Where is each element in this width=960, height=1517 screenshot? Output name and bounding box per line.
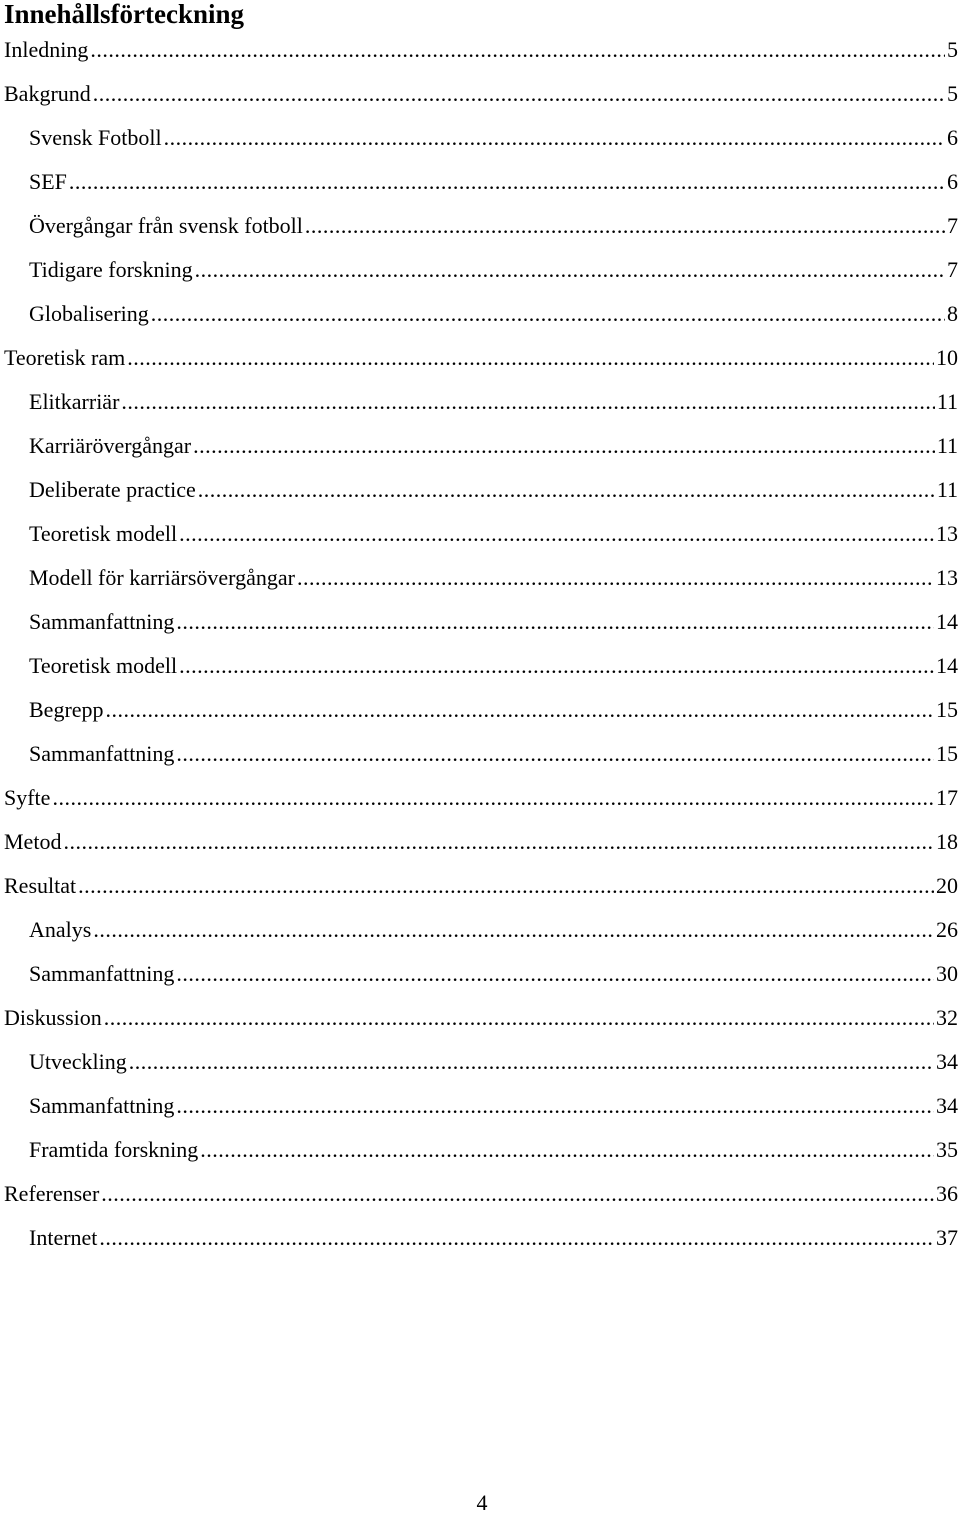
toc-entry-page: 11 <box>936 389 958 414</box>
toc-entry[interactable] <box>0 424 960 468</box>
toc-entry-page: 35 <box>936 1137 958 1162</box>
dot-leader <box>297 556 934 600</box>
toc-entry-label: Inledning <box>4 37 89 62</box>
toc-entry-label: Globalisering <box>29 301 149 326</box>
toc-entry[interactable] <box>0 864 960 908</box>
toc-entry-label: Svensk Fotboll <box>29 125 162 150</box>
toc-entry[interactable] <box>0 380 960 424</box>
toc-entry-page: 36 <box>936 1181 958 1206</box>
dot-leader <box>99 1216 934 1260</box>
dot-leader <box>93 72 945 116</box>
toc-list <box>0 28 960 1260</box>
toc-entry-label: Teoretisk ram <box>4 345 126 370</box>
toc-entry-page: 6 <box>947 169 958 194</box>
dot-leader <box>176 1084 934 1128</box>
dot-leader <box>63 820 934 864</box>
toc-entry-page: 5 <box>947 81 958 106</box>
toc-entry[interactable] <box>0 600 960 644</box>
toc-entry-label: Sammanfattning <box>29 961 175 986</box>
dot-leader <box>93 908 934 952</box>
toc-entry[interactable] <box>0 776 960 820</box>
dot-leader <box>69 160 945 204</box>
toc-entry-label: Metod <box>4 829 62 854</box>
toc-entry-label: SEF <box>29 169 67 194</box>
dot-leader <box>193 424 935 468</box>
toc-entry[interactable] <box>0 1128 960 1172</box>
toc-entry-page: 20 <box>936 873 958 898</box>
dot-leader <box>200 1128 934 1172</box>
toc-entry-label: Sammanfattning <box>29 741 175 766</box>
toc-entry-page: 11 <box>936 433 958 458</box>
dot-leader <box>195 248 945 292</box>
toc-entry-page: 15 <box>936 741 958 766</box>
toc-entry-label: Resultat <box>4 873 77 898</box>
toc-entry[interactable] <box>0 336 960 380</box>
toc-entry-page: 10 <box>936 345 958 370</box>
dot-leader <box>198 468 935 512</box>
toc-entry[interactable] <box>0 28 960 72</box>
dot-leader <box>176 600 934 644</box>
toc-entry-page: 30 <box>936 961 958 986</box>
page-number: 4 <box>476 1490 488 1515</box>
dot-leader <box>176 732 934 776</box>
toc-entry[interactable] <box>0 952 960 996</box>
toc-entry-page: 13 <box>936 521 958 546</box>
toc-entry-page: 37 <box>936 1225 958 1250</box>
toc-entry-label: Övergångar från svensk fotboll <box>29 213 303 238</box>
toc-entry[interactable] <box>0 292 960 336</box>
toc-entry[interactable] <box>0 1084 960 1128</box>
dot-leader <box>104 996 934 1040</box>
dot-leader <box>78 864 934 908</box>
toc-entry-label: Modell för karriärsövergångar <box>29 565 295 590</box>
toc-entry-label: Deliberate practice <box>29 477 196 502</box>
toc-entry-label: Teoretisk modell <box>29 653 178 678</box>
toc-title: Innehållsförteckning <box>4 0 245 29</box>
toc-entry-label: Diskussion <box>4 1005 102 1030</box>
toc-entry-label: Bakgrund <box>4 81 91 106</box>
toc-entry[interactable] <box>0 556 960 600</box>
toc-entry-page: 14 <box>936 653 958 678</box>
toc-entry[interactable] <box>0 468 960 512</box>
toc-entry-page: 5 <box>947 37 958 62</box>
dot-leader <box>151 292 945 336</box>
toc-entry-label: Sammanfattning <box>29 609 175 634</box>
dot-leader <box>129 1040 934 1084</box>
toc-entry-label: Referenser <box>4 1181 100 1206</box>
dot-leader <box>127 336 934 380</box>
toc-entry-page: 8 <box>947 301 958 326</box>
toc-entry-page: 34 <box>936 1049 958 1074</box>
toc-entry-page: 11 <box>936 477 958 502</box>
toc-entry-page: 7 <box>947 257 958 282</box>
toc-entry-label: Syfte <box>4 785 51 810</box>
dot-leader <box>90 28 945 72</box>
toc-entry-label: Begrepp <box>29 697 104 722</box>
toc-entry-label: Teoretisk modell <box>29 521 178 546</box>
dot-leader <box>305 204 945 248</box>
toc-entry-label: Analys <box>29 917 92 942</box>
toc-entry[interactable] <box>0 248 960 292</box>
toc-entry[interactable] <box>0 996 960 1040</box>
toc-entry-page: 14 <box>936 609 958 634</box>
dot-leader <box>176 952 934 996</box>
toc-entry[interactable] <box>0 688 960 732</box>
toc-entry-page: 7 <box>947 213 958 238</box>
toc-entry[interactable] <box>0 512 960 556</box>
toc-entry-label: Sammanfattning <box>29 1093 175 1118</box>
toc-entry-page: 26 <box>936 917 958 942</box>
toc-entry[interactable] <box>0 644 960 688</box>
dot-leader <box>106 688 934 732</box>
toc-entry[interactable] <box>0 160 960 204</box>
toc-entry-label: Elitkarriär <box>29 389 120 414</box>
toc-entry-page: 17 <box>936 785 958 810</box>
toc-entry[interactable] <box>0 820 960 864</box>
toc-entry-page: 15 <box>936 697 958 722</box>
dot-leader <box>101 1172 934 1216</box>
toc-entry[interactable] <box>0 204 960 248</box>
toc-entry-label: Utveckling <box>29 1049 127 1074</box>
toc-entry-page: 13 <box>936 565 958 590</box>
toc-entry-page: 18 <box>936 829 958 854</box>
toc-entry[interactable] <box>0 1040 960 1084</box>
toc-entry-label: Internet <box>29 1225 98 1250</box>
toc-entry-label: Framtida forskning <box>29 1137 199 1162</box>
toc-entry[interactable] <box>0 72 960 116</box>
toc-entry-label: Tidigare forskning <box>29 257 193 282</box>
dot-leader <box>121 380 934 424</box>
dot-leader <box>164 116 945 160</box>
toc-entry-page: 32 <box>936 1005 958 1030</box>
dot-leader <box>179 644 934 688</box>
dot-leader <box>179 512 934 556</box>
toc-entry[interactable] <box>0 732 960 776</box>
toc-entry-page: 34 <box>936 1093 958 1118</box>
toc-entry[interactable] <box>0 116 960 160</box>
toc-entry[interactable] <box>0 1172 960 1216</box>
toc-entry[interactable] <box>0 1216 960 1260</box>
toc-entry-label: Karriärövergångar <box>29 433 192 458</box>
dot-leader <box>52 776 934 820</box>
toc-entry-page: 6 <box>947 125 958 150</box>
toc-entry[interactable] <box>0 908 960 952</box>
